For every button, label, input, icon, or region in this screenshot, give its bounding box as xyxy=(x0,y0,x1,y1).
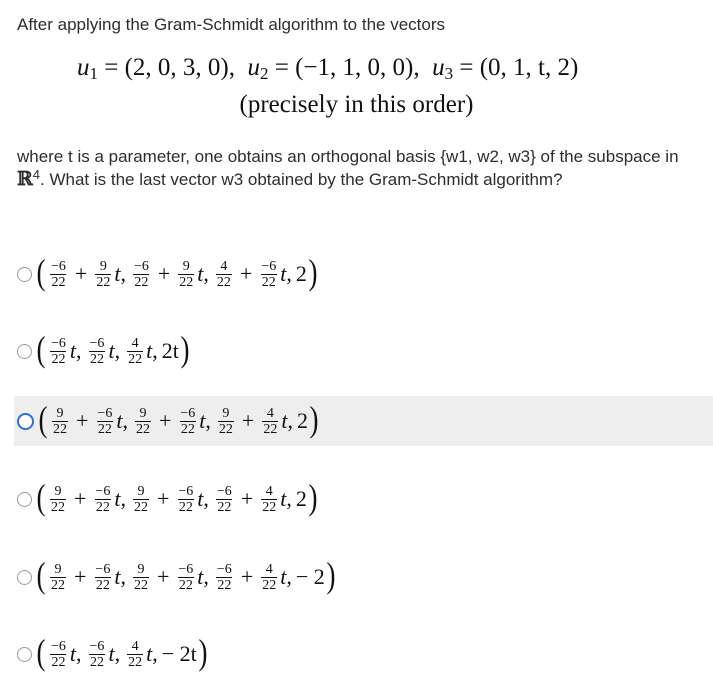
comma: , xyxy=(203,261,209,286)
fraction-numerator: −6 xyxy=(216,483,232,499)
fraction xyxy=(50,484,66,515)
answer-option-5[interactable] xyxy=(17,552,713,602)
fraction-denominator: 22 xyxy=(217,577,232,593)
fraction-numerator: 9 xyxy=(137,561,145,577)
comma: , xyxy=(76,641,82,666)
radio-button[interactable] xyxy=(17,492,32,507)
option-expression xyxy=(35,632,209,672)
comma: , xyxy=(120,486,126,511)
comma: , xyxy=(152,641,158,666)
variable-t: t xyxy=(197,486,204,511)
comma: , xyxy=(122,408,128,433)
answer-option-2[interactable] xyxy=(17,326,713,376)
variable-t: t xyxy=(280,486,287,511)
fraction-numerator: −6 xyxy=(178,561,194,577)
fraction-numerator: 4 xyxy=(266,405,274,421)
plus-sign: + xyxy=(158,408,172,433)
fraction xyxy=(96,406,113,437)
plus-sign: + xyxy=(241,408,255,433)
radio-button[interactable] xyxy=(17,647,32,662)
fraction xyxy=(218,406,234,437)
fraction-denominator: 22 xyxy=(135,421,150,437)
question-intro: After applying the Gram-Schmidt algorithm to the vectors xyxy=(17,15,446,34)
u2-value: = (−1, 1, 0, 0), xyxy=(274,54,420,81)
fraction-denominator: 22 xyxy=(133,577,148,593)
fraction-numerator: 4 xyxy=(265,483,273,499)
fraction xyxy=(216,562,233,593)
fraction-denominator: 22 xyxy=(51,351,66,367)
left-paren: ( xyxy=(36,477,46,517)
fraction xyxy=(133,484,149,515)
answer-option-6[interactable] xyxy=(17,629,713,679)
comma: , xyxy=(114,338,121,363)
plus-sign: + xyxy=(240,564,254,589)
variable-t: t xyxy=(108,641,115,666)
fraction-numerator: 9 xyxy=(99,258,107,274)
fraction-denominator: 22 xyxy=(134,274,149,290)
variable-t: t xyxy=(108,338,115,363)
option-expression xyxy=(35,555,337,595)
fraction xyxy=(127,639,143,670)
radio-button[interactable] xyxy=(17,570,32,585)
last-component: − 2 xyxy=(295,564,325,589)
fraction-numerator: −6 xyxy=(51,258,66,274)
fraction xyxy=(89,336,106,367)
plus-sign: + xyxy=(156,486,170,511)
fraction xyxy=(262,406,278,437)
fraction-numerator: 4 xyxy=(131,638,139,654)
fraction-numerator: 9 xyxy=(54,561,62,577)
comma: , xyxy=(203,564,209,589)
u3-value: = (0, 1, t, 2) xyxy=(459,54,579,81)
fraction-denominator: 22 xyxy=(96,274,111,290)
plus-sign: + xyxy=(156,564,170,589)
variable-t: t xyxy=(69,641,77,666)
plus-sign: + xyxy=(74,261,88,286)
fraction xyxy=(50,562,66,593)
fraction-numerator: −6 xyxy=(180,405,196,421)
fraction-denominator: 22 xyxy=(263,421,278,437)
option-expression xyxy=(35,477,319,517)
fraction-denominator: 22 xyxy=(97,421,112,437)
plus-sign: + xyxy=(239,261,253,286)
fraction-numerator: 9 xyxy=(139,405,147,421)
fraction-denominator: 22 xyxy=(53,421,67,437)
variable-t: t xyxy=(281,408,288,433)
fraction xyxy=(50,336,67,367)
fraction-denominator: 22 xyxy=(51,274,66,290)
fraction-denominator: 22 xyxy=(218,421,233,437)
fraction xyxy=(178,259,194,290)
plus-sign: + xyxy=(76,408,89,433)
fraction xyxy=(95,259,111,290)
fraction-numerator: −6 xyxy=(97,405,113,421)
fraction-denominator: 22 xyxy=(95,499,110,515)
plus-sign: + xyxy=(74,564,87,589)
option-expression xyxy=(35,329,191,369)
fraction xyxy=(94,562,111,593)
variable-t: t xyxy=(280,564,287,589)
fraction-denominator: 22 xyxy=(178,499,193,515)
answer-option-1[interactable] xyxy=(17,249,713,299)
comma: , xyxy=(76,338,82,363)
u3-subscript: 3 xyxy=(444,64,454,83)
left-paren: ( xyxy=(36,252,46,292)
fraction xyxy=(216,484,233,515)
fraction-numerator: −6 xyxy=(51,638,66,654)
fraction xyxy=(50,259,67,290)
fraction-numerator: −6 xyxy=(216,561,232,577)
fraction-denominator: 22 xyxy=(95,577,110,593)
fraction-numerator: −6 xyxy=(89,335,105,351)
u1-value: = (2, 0, 3, 0), xyxy=(104,54,235,81)
fraction xyxy=(260,259,277,290)
fraction xyxy=(261,484,277,515)
fraction xyxy=(52,406,68,437)
fraction-denominator: 22 xyxy=(179,274,194,290)
plus-sign: + xyxy=(74,486,87,511)
fraction xyxy=(133,259,150,290)
fraction-denominator: 22 xyxy=(217,499,232,515)
fraction-denominator: 22 xyxy=(178,577,193,593)
vectors-definition xyxy=(77,54,578,84)
comma: , xyxy=(120,564,126,589)
fraction xyxy=(94,484,111,515)
answer-option-4[interactable] xyxy=(17,474,713,524)
last-component: − 2t xyxy=(161,641,197,666)
fraction-numerator: −6 xyxy=(51,335,66,351)
fraction-denominator: 22 xyxy=(133,499,148,515)
left-paren: ( xyxy=(36,329,46,369)
right-paren: ) xyxy=(326,555,336,595)
variable-t: t xyxy=(146,338,153,363)
fraction xyxy=(133,562,149,593)
fraction-numerator: −6 xyxy=(95,561,111,577)
variable-t: t xyxy=(199,408,206,433)
variable-t: t xyxy=(197,564,204,589)
answer-option-3[interactable] xyxy=(14,396,713,446)
order-note: (precisely in this order) xyxy=(239,91,474,118)
fraction xyxy=(177,484,194,515)
option-expression xyxy=(35,252,319,292)
comma: , xyxy=(287,408,293,433)
plus-sign: + xyxy=(240,486,254,511)
left-paren: ( xyxy=(36,555,46,595)
plus-sign: + xyxy=(157,261,171,286)
question-body xyxy=(17,146,707,191)
question-body-post: . What is the last vector w3 obtained by the Gram-Schmidt algorithm? xyxy=(40,170,563,189)
u3-name: u xyxy=(432,54,445,81)
comma: , xyxy=(205,408,211,433)
u1-name: u xyxy=(77,54,90,81)
fraction xyxy=(50,639,67,670)
last-component: 2t xyxy=(161,338,179,363)
comma: , xyxy=(152,338,158,363)
fraction-denominator: 22 xyxy=(180,421,195,437)
fraction-denominator: 22 xyxy=(89,654,104,670)
fraction-numerator: 4 xyxy=(131,335,139,351)
right-paren: ) xyxy=(308,252,318,292)
comma: , xyxy=(286,564,292,589)
right-paren: ) xyxy=(308,477,318,517)
fraction-numerator: −6 xyxy=(261,258,277,274)
fraction-denominator: 22 xyxy=(262,499,277,515)
radio-selected[interactable] xyxy=(17,413,34,430)
variable-t: t xyxy=(114,564,121,589)
fraction xyxy=(177,562,194,593)
fraction-numerator: 4 xyxy=(265,561,273,577)
u2-name: u xyxy=(247,54,260,81)
fraction-numerator: −6 xyxy=(89,638,105,654)
radio-button[interactable] xyxy=(17,344,32,359)
fraction xyxy=(135,406,151,437)
left-paren: ( xyxy=(38,399,48,439)
fraction-denominator: 22 xyxy=(262,577,277,593)
variable-t: t xyxy=(69,338,77,363)
variable-t: t xyxy=(114,486,121,511)
fraction-denominator: 22 xyxy=(261,274,276,290)
comma: , xyxy=(286,486,292,511)
fraction-denominator: 22 xyxy=(216,274,231,290)
fraction-numerator: −6 xyxy=(95,483,111,499)
fraction-denominator: 22 xyxy=(51,499,65,515)
fraction-numerator: 9 xyxy=(56,405,64,421)
fraction xyxy=(179,406,196,437)
comma: , xyxy=(114,641,121,666)
variable-t: t xyxy=(197,261,204,286)
fraction xyxy=(89,639,106,670)
variable-t: t xyxy=(116,408,123,433)
question-body-pre: where t is a parameter, one obtains an orthogonal basis {w1, w2, w3} of the subspace in xyxy=(17,147,679,166)
comma: , xyxy=(286,261,292,286)
fraction-numerator: −6 xyxy=(178,483,194,499)
fraction-numerator: 9 xyxy=(54,483,62,499)
fraction-numerator: 9 xyxy=(222,405,230,421)
u2-subscript: 2 xyxy=(260,64,269,83)
fraction-denominator: 22 xyxy=(128,654,143,670)
fraction-numerator: −6 xyxy=(133,258,149,274)
last-component: 2 xyxy=(296,408,308,433)
right-paren: ) xyxy=(198,632,208,672)
last-component: 2 xyxy=(295,486,307,511)
variable-t: t xyxy=(146,641,153,666)
radio-button[interactable] xyxy=(17,267,32,282)
variable-t: t xyxy=(114,261,121,286)
fraction xyxy=(261,562,277,593)
right-paren: ) xyxy=(309,399,319,439)
fraction xyxy=(216,259,232,290)
fraction-numerator: 9 xyxy=(182,258,190,274)
comma: , xyxy=(120,261,126,286)
last-component: 2 xyxy=(295,261,307,286)
fraction-numerator: 9 xyxy=(137,483,145,499)
comma: , xyxy=(203,486,209,511)
variable-t: t xyxy=(280,261,287,286)
fraction xyxy=(127,336,143,367)
fraction-denominator: 22 xyxy=(51,577,65,593)
fraction-denominator: 22 xyxy=(89,351,104,367)
space-power: 4 xyxy=(32,167,41,182)
fraction-numerator: 4 xyxy=(220,258,228,274)
fraction-denominator: 22 xyxy=(51,654,66,670)
u1-subscript: 1 xyxy=(89,64,98,83)
left-paren: ( xyxy=(36,632,46,672)
fraction-denominator: 22 xyxy=(128,351,143,367)
right-paren: ) xyxy=(180,329,190,369)
real-space-symbol: ℝ xyxy=(17,168,33,190)
option-expression xyxy=(37,399,320,439)
